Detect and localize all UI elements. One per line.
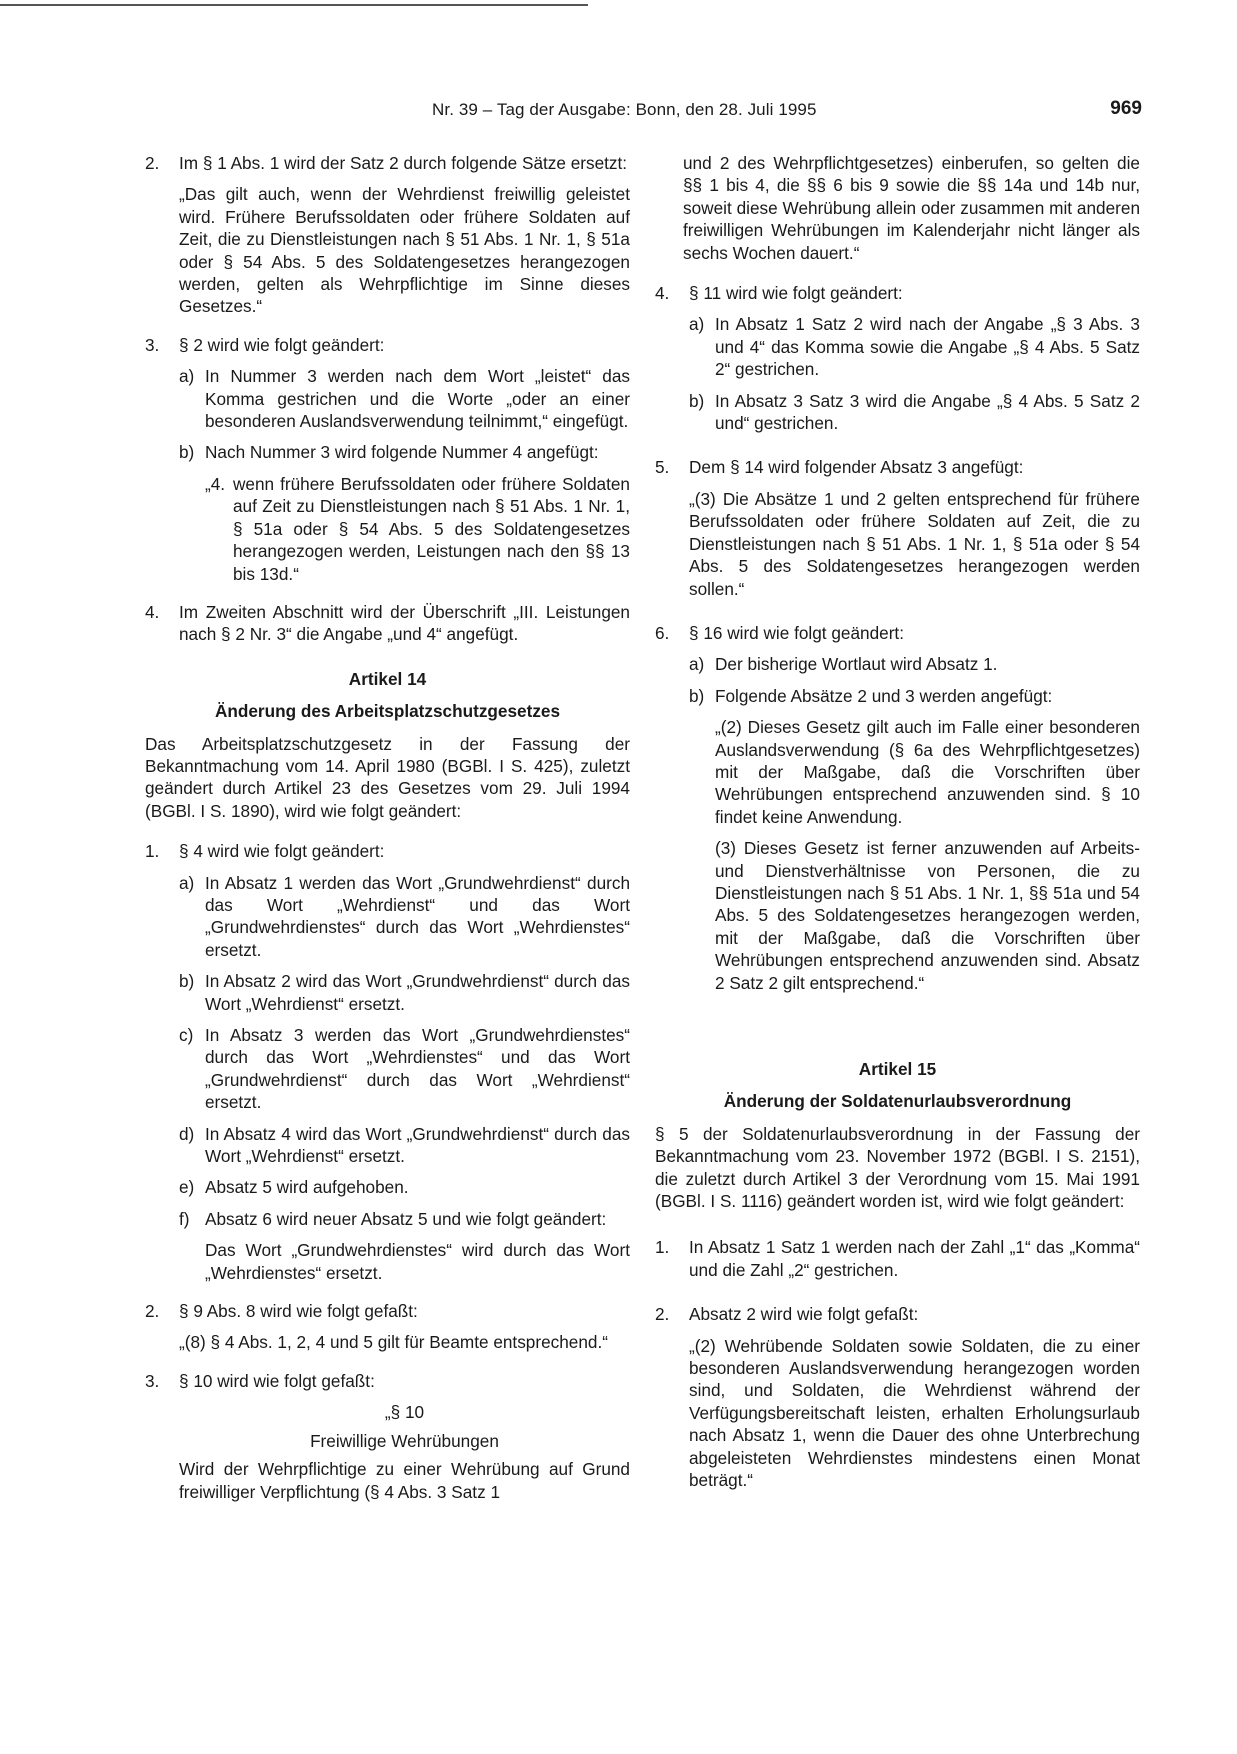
sub-item — [179, 1024, 630, 1114]
sub-item — [179, 441, 630, 584]
item-text: Absatz 2 wird wie folgt gefaßt: — [689, 1304, 919, 1325]
sub-item — [179, 1123, 630, 1168]
sub-label: b) — [689, 685, 705, 706]
sub-label: a) — [179, 872, 195, 893]
quoted-item — [205, 473, 630, 585]
list-item — [145, 840, 630, 1284]
item-number: 6. — [655, 622, 670, 643]
sub-item — [179, 970, 630, 1015]
quoted-text: „(8) § 4 Abs. 1, 2, 4 und 5 gilt für Beamte entsprechend.“ — [179, 1332, 608, 1353]
continued-text: und 2 des Wehrpflichtgesetzes) einberufen, so gelten die §§ 1 bis 4, die §§ 6 bis 9 sowie die §§ 14a und 14b nur, soweit diese Wehrübung allein oder zusammen mit anderen freiwilligen Wehrübungen im Kalenderjahr nicht länger als sechs Wochen dauert.“ — [683, 153, 1140, 263]
sub-label: a) — [179, 366, 195, 387]
page-number: 969 — [1110, 98, 1142, 119]
sub-label: a) — [689, 314, 705, 335]
item-text: § 16 wird wie folgt geändert: — [689, 622, 904, 643]
item-number: 1. — [145, 841, 160, 862]
sub-text: In Absatz 4 wird das Wort „Grundwehrdienst“ durch das Wort „Wehrdienst“ ersetzt. — [205, 1123, 630, 1167]
item-number: 4. — [655, 283, 670, 304]
article-heading: Artikel 14 — [348, 668, 427, 689]
article-title: Änderung der Soldatenurlaubsverordnung — [723, 1091, 1072, 1112]
list-item — [655, 1236, 1140, 1281]
item-text: Im § 1 Abs. 1 wird der Satz 2 durch folgende Sätze ersetzt: — [179, 153, 628, 173]
sub-label: a) — [689, 654, 705, 675]
item-text: § 2 wird wie folgt geändert: — [179, 334, 385, 355]
sub-text: In Absatz 3 werden das Wort „Grundwehrdienstes“ durch das Wort „Wehrdienstes“ und das Wort „Grundwehrdienst“ durch das Wort „Wehrdienst“ ersetzt. — [205, 1025, 630, 1113]
item-text: Im Zweiten Abschnitt wird der Überschrift „III. Leistungen nach § 2 Nr. 3“ die Angabe „und 4“ angefügt. — [179, 601, 630, 645]
item-text: § 11 wird wie folgt geändert: — [689, 283, 903, 304]
scan-edge-line — [0, 4, 588, 6]
sub-label: b) — [179, 442, 195, 463]
list-item — [145, 152, 630, 318]
quoted-text: (3) Dieses Gesetz ist ferner anzuwenden auf Arbeits- und Dienstverhältnisse von Personen, die zu Dienstleistungen nach § 51 Abs. 1 Nr. 1, §§ 51a und 54 Abs. 5 des Soldatengesetzes herangezogen werden, mit der Maßgabe, daß die Vorschriften über Wehrübungen entsprechend anzuwenden sind. Absatz 2 Satz 2 gilt entsprechend.“ — [715, 838, 1140, 993]
article-heading: Artikel 15 — [858, 1059, 937, 1079]
item-text: Dem § 14 wird folgender Absatz 3 angefügt: — [689, 457, 1024, 478]
article-intro: Das Arbeitsplatzschutzgesetz in der Fassung der Bekanntmachung vom 14. April 1980 (BGBl. I S. 425), zuletzt geändert durch Artikel 23 des Gesetzes vom 29. Juli 1994 (BGBl. I S. 1890), wird wie folgt geändert: — [145, 733, 630, 821]
item-number: 3. — [145, 334, 160, 355]
quoted-text: „Das gilt auch, wenn der Wehrdienst freiwillig geleistet wird. Frühere Berufssoldaten oder frühere Soldaten auf Zeit, die zu Dienstleistungen nach § 51 Abs. 1 Nr. 1, § 51a oder § 54 Abs. 5 des Soldatengesetzes herangezogen werden, gelten als Wehrpflichtige im Sinne dieses Gesetzes.“ — [179, 184, 630, 317]
quoted-text: „(3) Die Absätze 1 und 2 gelten entsprechend für frühere Berufssoldaten oder frühere Soldaten auf Zeit, die zu Dienstleistungen nach § 51 Abs. 1 Nr. 1, § 51a oder § 54 Abs. 5 des Soldatengesetzes herangezogen werden sollen.“ — [689, 488, 1140, 599]
list-item — [655, 456, 1140, 599]
quoted-text: „(2) Wehrübende Soldaten sowie Soldaten, die zu einer besonderen Auslandsverwendung herangezogen worden sind, und Soldaten, die Wehrdienst während der Verfügungsbereitschaft leisten, erhalten Erholungsurlaub nach Absatz 1, wenn die Dauer des ohne Unterbrechung abgeleisteten Wehrdienstes mindestens einen Monat beträgt.“ — [689, 1335, 1140, 1491]
sub-item — [689, 653, 1140, 675]
sub-item — [179, 365, 630, 432]
list-item — [145, 334, 630, 585]
sub-text: Absatz 6 wird neuer Absatz 5 und wie folgt geändert: — [205, 1208, 607, 1229]
sub-label: b) — [689, 390, 705, 411]
item-number: 5. — [655, 457, 670, 478]
quoted-label: „4. — [205, 473, 226, 494]
article-title: Änderung des Arbeitsplatzschutzgesetzes — [214, 701, 561, 722]
sub-item — [179, 1208, 630, 1284]
sub-label: c) — [179, 1025, 194, 1045]
sub-text: In Nummer 3 werden nach dem Wort „leistet“ das Komma gestrichen und die Worte „oder an einer besonderen Auslandsverwendung teilnimmt,“ eingefügt. — [205, 366, 630, 432]
item-text: § 10 wird wie folgt gefaßt: — [179, 1370, 375, 1391]
item-number: 1. — [655, 1237, 670, 1258]
sub-text: In Absatz 1 werden das Wort „Grundwehrdienst“ durch das Wort „Wehrdienst“ und das Wort „Grundwehrdienstes“ durch das Wort „Wehrdienstes“ ersetzt. — [205, 872, 630, 960]
sub-label: b) — [179, 971, 195, 992]
list-item — [655, 622, 1140, 994]
list-item — [655, 1303, 1140, 1491]
quoted-text: Wird der Wehrpflichtige zu einer Wehrübung auf Grund freiwilliger Verpflichtung (§ 4 Abs. 3 Satz 1 — [179, 1459, 630, 1502]
list-item — [145, 1370, 630, 1503]
list-item — [145, 1300, 630, 1354]
sub-text: In Absatz 3 Satz 3 wird die Angabe „§ 4 Abs. 5 Satz 2 und“ gestrichen. — [715, 390, 1140, 434]
sub-item — [689, 313, 1140, 380]
page-header: Nr. 39 – Tag der Ausgabe: Bonn, den 28. Juli 1995 — [432, 100, 817, 119]
left-column — [145, 152, 630, 1519]
item-text: § 4 wird wie folgt geändert: — [179, 841, 385, 862]
sub-text: Folgende Absätze 2 und 3 werden angefügt: — [715, 685, 1053, 706]
item-text: In Absatz 1 Satz 1 werden nach der Zahl „1“ das „Komma“ und die Zahl „2“ gestrichen. — [689, 1237, 1140, 1280]
paragraph-number: „§ 10 — [384, 1402, 425, 1423]
sub-text: Das Wort „Grundwehrdienstes“ wird durch das Wort „Wehrdienstes“ ersetzt. — [205, 1240, 630, 1283]
list-item — [145, 601, 630, 646]
sub-item — [179, 1176, 630, 1198]
sub-item — [689, 685, 1140, 994]
item-number: 2. — [655, 1304, 670, 1325]
quoted-text: „(2) Dieses Gesetz gilt auch im Falle einer besonderen Auslandsverwendung (§ 6a des Wehrpflichtgesetzes) mit der Maßgabe, daß die Vorschriften über Wehrübungen entsprechend anzuwenden sind. § 10 findet keine Anwendung. — [715, 717, 1140, 827]
sub-label: e) — [179, 1177, 195, 1198]
sub-text: Absatz 5 wird aufgehoben. — [205, 1177, 409, 1198]
list-item — [655, 282, 1140, 434]
quoted-text: wenn frühere Berufssoldaten oder frühere Soldaten auf Zeit zu Dienstleistungen nach § 51 Abs. 1 Nr. 1, § 51a oder § 54 Abs. 5 des Soldatengesetzes herangezogen werden, Leistungen nach den §§ 13 bis 13d.“ — [233, 473, 630, 584]
item-number: 2. — [145, 1301, 160, 1322]
article-intro: § 5 der Soldatenurlaubsverordnung in der Fassung der Bekanntmachung vom 23. November 1972 (BGBl. I S. 2151), die zuletzt durch Artikel 3 der Verordnung vom 15. Mai 1991 (BGBl. I S. 1116) geändert worden ist, wird wie folgt geändert: — [655, 1123, 1140, 1212]
sub-text: Der bisherige Wortlaut wird Absatz 1. — [715, 654, 998, 675]
right-column — [655, 152, 1140, 1508]
item-text: § 9 Abs. 8 wird wie folgt gefaßt: — [179, 1301, 418, 1322]
sub-item — [689, 390, 1140, 435]
item-number: 2. — [145, 153, 160, 173]
sub-label: f) — [179, 1208, 190, 1229]
sub-text: Nach Nummer 3 wird folgende Nummer 4 angefügt: — [205, 442, 599, 463]
sub-label: d) — [179, 1123, 195, 1144]
paragraph-title: Freiwillige Wehrübungen — [310, 1430, 499, 1451]
sub-item — [179, 872, 630, 962]
sub-text: In Absatz 1 Satz 2 wird nach der Angabe „§ 3 Abs. 3 und 4“ das Komma sowie die Angabe „§ 4 Abs. 5 Satz 2“ gestrichen. — [715, 314, 1140, 380]
sub-text: In Absatz 2 wird das Wort „Grundwehrdienst“ durch das Wort „Wehrdienst“ ersetzt. — [205, 971, 630, 1014]
item-number: 4. — [145, 601, 160, 622]
item-number: 3. — [145, 1370, 160, 1391]
